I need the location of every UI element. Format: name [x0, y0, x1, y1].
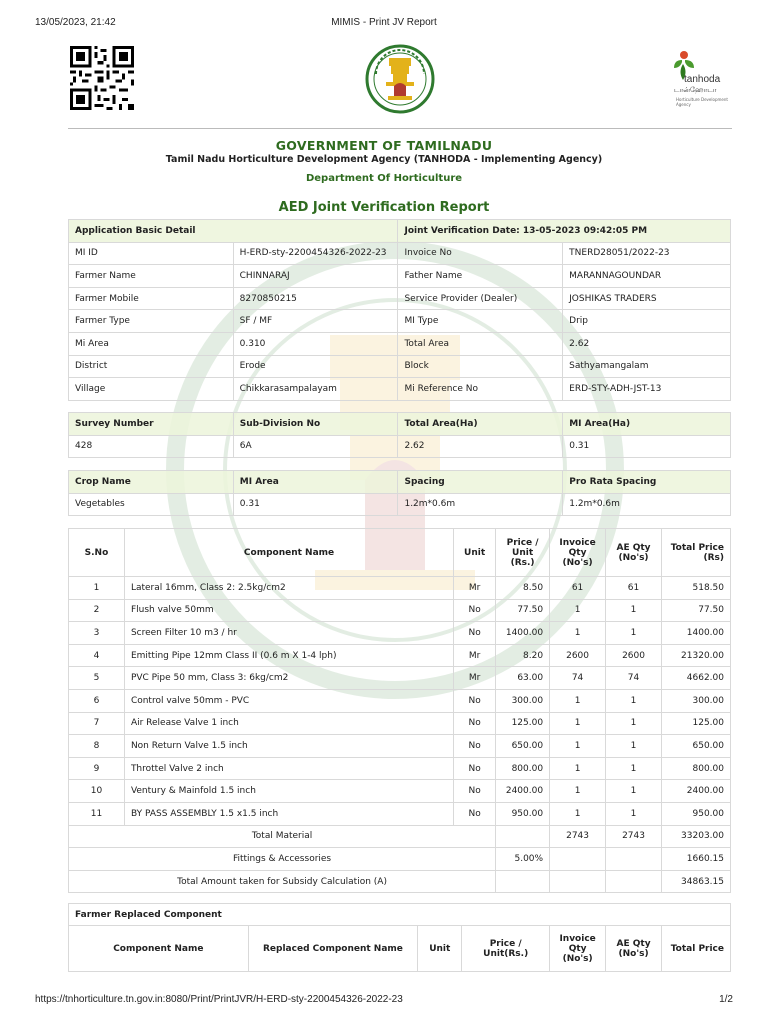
- table-row: [69, 355, 731, 378]
- value: H-ERD-sty-2200454326-2022-23: [233, 242, 398, 265]
- empty-cell: [550, 848, 606, 871]
- sno: 4: [69, 644, 125, 667]
- column-header: Total Area(Ha): [398, 413, 563, 436]
- label: Service Provider (Dealer): [398, 287, 563, 310]
- price: 300.00: [496, 689, 550, 712]
- print-header: [35, 17, 733, 29]
- tanhoda-logo-tagline: Horticulture Development Agency: [676, 97, 728, 107]
- subsidy-label: Total Amount taken for Subsidy Calculation (A): [69, 870, 496, 893]
- government-title: GOVERNMENT OF TAMILNADU: [275, 138, 493, 153]
- price: 800.00: [496, 757, 550, 780]
- total-price: 950.00: [662, 802, 731, 825]
- ae-qty: 1: [606, 599, 662, 622]
- tanhoda-logo-tamil: டான்ஹோடா: [674, 86, 717, 94]
- column-header-total-price: Total Price: [662, 926, 731, 972]
- table-row: [69, 757, 731, 780]
- total-invoice-qty: 2743: [550, 825, 606, 848]
- total-price: 77.50: [662, 599, 731, 622]
- ae-qty: 1: [606, 689, 662, 712]
- subsidy-row: [69, 870, 731, 893]
- column-header: Survey Number: [69, 413, 234, 436]
- label: Farmer Mobile: [69, 287, 234, 310]
- sno: 10: [69, 780, 125, 803]
- fittings-percent: 5.00%: [496, 848, 550, 871]
- verification-date: Joint Verification Date: 13-05-2023 09:42:05 PM: [398, 220, 731, 243]
- value: MARANNAGOUNDAR: [563, 265, 731, 288]
- table-row: [69, 242, 731, 265]
- table-row: [69, 310, 731, 333]
- component-name: Throttel Valve 2 inch: [124, 757, 453, 780]
- invoice-qty: 2600: [550, 644, 606, 667]
- fittings-amount: 1660.15: [662, 848, 731, 871]
- empty-cell: [606, 870, 662, 893]
- table-row: [69, 802, 731, 825]
- column-header-ae-qty: AE Qty (No's): [606, 529, 662, 577]
- ae-qty: 74: [606, 667, 662, 690]
- ae-qty: 61: [606, 577, 662, 600]
- total-material-amount: 33203.00: [662, 825, 731, 848]
- sno: 1: [69, 577, 125, 600]
- print-footer: [35, 994, 733, 1006]
- sno: 9: [69, 757, 125, 780]
- component-name: Screen Filter 10 m3 / hr: [124, 622, 453, 645]
- table-row: [69, 265, 731, 288]
- table-row: [69, 378, 731, 401]
- label: MI Type: [398, 310, 563, 333]
- print-page-number: 1/2: [719, 994, 733, 1005]
- label: Father Name: [398, 265, 563, 288]
- ae-qty: 1: [606, 802, 662, 825]
- value: CHINNARAJ: [233, 265, 398, 288]
- agency-name: Tamil Nadu Horticulture Development Agency (TANHODA - Implementing Agency): [165, 154, 603, 165]
- component-name: Air Release Valve 1 inch: [124, 712, 453, 735]
- tanhoda-logo: [662, 50, 734, 106]
- total-price: 2400.00: [662, 780, 731, 803]
- invoice-qty: 1: [550, 757, 606, 780]
- empty-cell: [550, 870, 606, 893]
- column-header-ae-qty: AE Qty (No's): [606, 926, 662, 972]
- column-header-unit: Unit: [454, 529, 496, 577]
- ae-qty: 1: [606, 622, 662, 645]
- column-header: Spacing: [398, 471, 563, 494]
- table-row: [69, 577, 731, 600]
- unit: No: [454, 735, 496, 758]
- tanhoda-logo-name: tanhoda: [684, 74, 721, 85]
- replaced-component-heading: Farmer Replaced Component: [69, 904, 731, 926]
- sno: 11: [69, 802, 125, 825]
- table-row: [69, 689, 731, 712]
- value: Chikkarasampalayam: [233, 378, 398, 401]
- label: District: [69, 355, 234, 378]
- price: 650.00: [496, 735, 550, 758]
- unit: No: [454, 622, 496, 645]
- ae-qty: 1: [606, 712, 662, 735]
- total-area: 2.62: [398, 435, 563, 458]
- component-table: [68, 528, 731, 893]
- column-header: MI Area(Ha): [563, 413, 731, 436]
- table-row: [69, 622, 731, 645]
- price: 77.50: [496, 599, 550, 622]
- basic-detail-heading: Application Basic Detail: [69, 220, 398, 243]
- empty-cell: [496, 870, 550, 893]
- print-datetime: 13/05/2023, 21:42: [35, 17, 116, 28]
- print-url: https://tnhorticulture.tn.gov.in:8080/Print/PrintJVR/H-ERD-sty-2200454326-2022-23: [35, 994, 403, 1005]
- total-price: 300.00: [662, 689, 731, 712]
- ae-qty: 1: [606, 780, 662, 803]
- column-header-invoice-qty: Invoice Qty (No's): [550, 529, 606, 577]
- component-name: BY PASS ASSEMBLY 1.5 x1.5 inch: [124, 802, 453, 825]
- survey-number: 428: [69, 435, 234, 458]
- label: Mi Area: [69, 332, 234, 355]
- column-header: Pro Rata Spacing: [563, 471, 731, 494]
- label: Farmer Name: [69, 265, 234, 288]
- label: Farmer Type: [69, 310, 234, 333]
- component-name: Non Return Valve 1.5 inch: [124, 735, 453, 758]
- empty-cell: [496, 825, 550, 848]
- price: 950.00: [496, 802, 550, 825]
- column-header-total-price: Total Price (Rs): [662, 529, 731, 577]
- column-header-unit: Unit: [418, 926, 462, 972]
- column-header-sno: S.No: [69, 529, 125, 577]
- total-price: 650.00: [662, 735, 731, 758]
- invoice-qty: 1: [550, 689, 606, 712]
- table-row: [69, 780, 731, 803]
- column-header: Sub-Division No: [233, 413, 398, 436]
- ae-qty: 1: [606, 735, 662, 758]
- invoice-qty: 1: [550, 735, 606, 758]
- column-header-component-name: Component Name: [124, 529, 453, 577]
- column-header: Crop Name: [69, 471, 234, 494]
- fittings-row: [69, 848, 731, 871]
- invoice-qty: 74: [550, 667, 606, 690]
- table-row: [69, 667, 731, 690]
- label: MI ID: [69, 242, 234, 265]
- value: JOSHIKAS TRADERS: [563, 287, 731, 310]
- price: 2400.00: [496, 780, 550, 803]
- print-page-title: MIMIS - Print JV Report: [331, 17, 437, 28]
- table-row: [69, 712, 731, 735]
- invoice-qty: 1: [550, 599, 606, 622]
- price: 8.20: [496, 644, 550, 667]
- unit: No: [454, 802, 496, 825]
- label: Village: [69, 378, 234, 401]
- ae-qty: 1: [606, 757, 662, 780]
- header-divider: [68, 128, 732, 129]
- table-row: [69, 493, 731, 516]
- farmer-replaced-component-table: [68, 903, 731, 972]
- label: Mi Reference No: [398, 378, 563, 401]
- value: Sathyamangalam: [563, 355, 731, 378]
- price: 63.00: [496, 667, 550, 690]
- total-price: 518.50: [662, 577, 731, 600]
- department-name: Department Of Horticulture: [305, 173, 463, 184]
- table-row: [69, 332, 731, 355]
- value: 2.62: [563, 332, 731, 355]
- column-header-price: Price / Unit (Rs.): [496, 529, 550, 577]
- column-header-component-name: Component Name: [69, 926, 249, 972]
- table-row: [69, 287, 731, 310]
- empty-cell: [606, 848, 662, 871]
- total-price: 800.00: [662, 757, 731, 780]
- column-header-replaced-component-name: Replaced Component Name: [248, 926, 418, 972]
- spacing: 1.2m*0.6m: [398, 493, 563, 516]
- survey-table: [68, 412, 731, 458]
- sno: 6: [69, 689, 125, 712]
- total-price: 1400.00: [662, 622, 731, 645]
- value: ERD-STY-ADH-JST-13: [563, 378, 731, 401]
- pro-rata-spacing: 1.2m*0.6m: [563, 493, 731, 516]
- invoice-qty: 61: [550, 577, 606, 600]
- mi-area: 0.31: [563, 435, 731, 458]
- qr-code: [68, 46, 136, 110]
- unit: Mr: [454, 644, 496, 667]
- unit: Mr: [454, 577, 496, 600]
- component-name: Lateral 16mm, Class 2: 2.5kg/cm2: [124, 577, 453, 600]
- price: 125.00: [496, 712, 550, 735]
- component-name: Emitting Pipe 12mm Class II (0.6 m X 1-4 lph): [124, 644, 453, 667]
- tamilnadu-emblem-logo: [364, 44, 436, 114]
- invoice-qty: 1: [550, 802, 606, 825]
- total-price: 4662.00: [662, 667, 731, 690]
- label: Total Area: [398, 332, 563, 355]
- sub-division-no: 6A: [233, 435, 398, 458]
- sno: 8: [69, 735, 125, 758]
- column-header-price: Price / Unit(Rs.): [462, 926, 550, 972]
- sno: 3: [69, 622, 125, 645]
- unit: Mr: [454, 667, 496, 690]
- unit: No: [454, 757, 496, 780]
- invoice-qty: 1: [550, 622, 606, 645]
- unit: No: [454, 599, 496, 622]
- price: 1400.00: [496, 622, 550, 645]
- total-price: 125.00: [662, 712, 731, 735]
- total-price: 21320.00: [662, 644, 731, 667]
- component-name: Flush valve 50mm: [124, 599, 453, 622]
- unit: No: [454, 712, 496, 735]
- total-material-label: Total Material: [69, 825, 496, 848]
- invoice-qty: 1: [550, 712, 606, 735]
- value: TNERD28051/2022-23: [563, 242, 731, 265]
- value: SF / MF: [233, 310, 398, 333]
- report-title: AED Joint Verification Report: [278, 200, 490, 215]
- unit: No: [454, 689, 496, 712]
- component-name: Ventury & Mainfold 1.5 inch: [124, 780, 453, 803]
- table-row: [69, 435, 731, 458]
- crop-name: Vegetables: [69, 493, 234, 516]
- unit: No: [454, 780, 496, 803]
- invoice-qty: 1: [550, 780, 606, 803]
- value: 0.310: [233, 332, 398, 355]
- label: Block: [398, 355, 563, 378]
- application-basic-detail-table: [68, 219, 731, 401]
- table-row: [69, 735, 731, 758]
- table-row: [69, 599, 731, 622]
- value: Drip: [563, 310, 731, 333]
- sno: 7: [69, 712, 125, 735]
- crop-mi-area: 0.31: [233, 493, 398, 516]
- crop-table: [68, 470, 731, 516]
- label: Invoice No: [398, 242, 563, 265]
- table-row: [69, 644, 731, 667]
- subsidy-amount: 34863.15: [662, 870, 731, 893]
- column-header: MI Area: [233, 471, 398, 494]
- component-name: Control valve 50mm - PVC: [124, 689, 453, 712]
- sno: 5: [69, 667, 125, 690]
- value: 8270850215: [233, 287, 398, 310]
- total-material-row: [69, 825, 731, 848]
- total-ae-qty: 2743: [606, 825, 662, 848]
- ae-qty: 2600: [606, 644, 662, 667]
- value: Erode: [233, 355, 398, 378]
- component-name: PVC Pipe 50 mm, Class 3: 6kg/cm2: [124, 667, 453, 690]
- column-header-invoice-qty: Invoice Qty (No's): [550, 926, 606, 972]
- fittings-label: Fittings & Accessories: [69, 848, 496, 871]
- sno: 2: [69, 599, 125, 622]
- price: 8.50: [496, 577, 550, 600]
